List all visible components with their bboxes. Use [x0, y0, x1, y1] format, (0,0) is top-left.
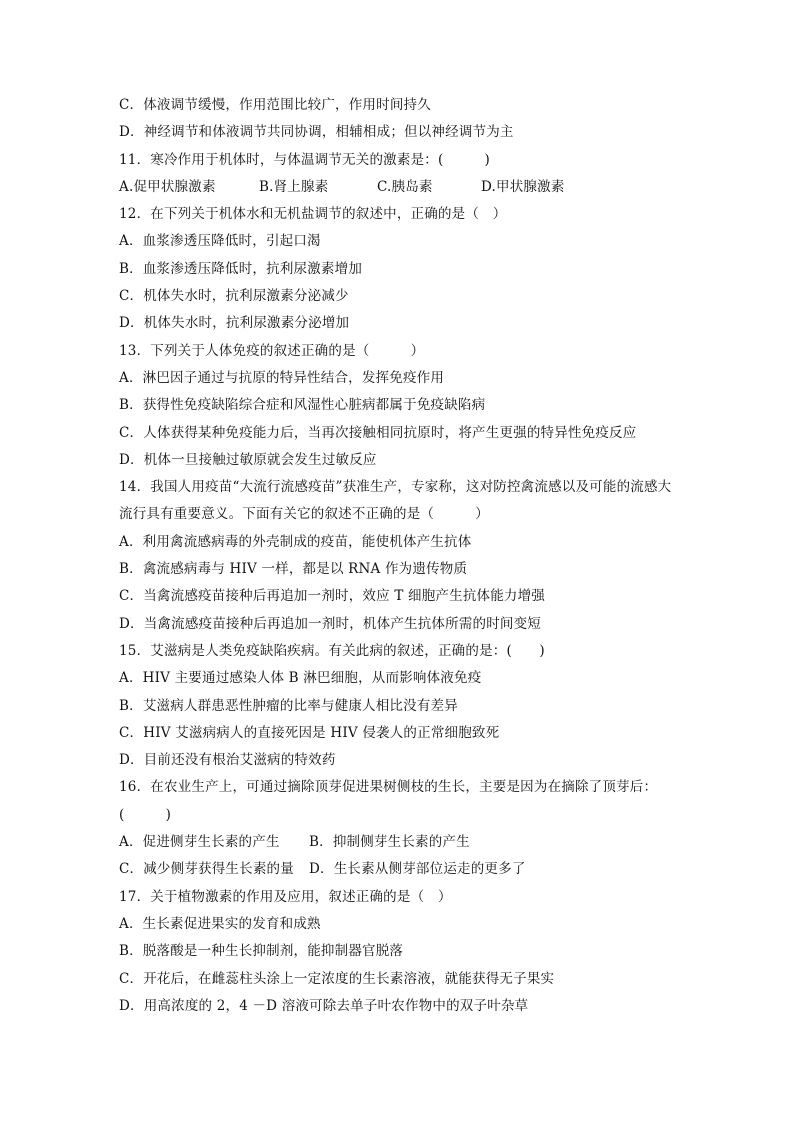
q16-option-c: C．减少侧芽获得生长素的量	[119, 861, 294, 878]
q11-stem: 11．寒冷作用于机体时，与体温调节无关的激素是：( )	[119, 151, 491, 168]
q12-option-b: B．血浆渗透压降低时，抗利尿激素增加	[119, 260, 363, 277]
q16-option-d: D．生长素从侧芽部位运走的更多了	[309, 861, 526, 878]
q15-option-c: C．HIV 艾滋病病人的直接死因是 HIV 侵袭人的正常细胞致死	[119, 724, 500, 741]
q14-stem-line1: 14．我国人用疫苗“大流行流感疫苗”获准生产，专家称，这对防控禽流感以及可能的流感大	[119, 479, 672, 496]
q16-stem-line2: ( )	[119, 806, 172, 823]
q14-option-d: D．当禽流感疫苗接种后再追加一剂时，机体产生抗体所需的时间变短	[119, 615, 542, 632]
q11-options	[119, 174, 719, 201]
q16-option-a: A．促进侧芽生长素的产生	[119, 834, 280, 851]
q15-option-d: D．目前还没有根治艾滋病的特效药	[119, 752, 336, 769]
q15-option-b: B．艾滋病人群患恶性肿瘤的比率与健康人相比没有差异	[119, 697, 458, 714]
q13-option-b: B．获得性免疫缺陷综合症和风湿性心脏病都属于免疫缺陷病	[119, 397, 486, 414]
q13-option-d: D．机体一旦接触过敏原就会发生过敏反应	[119, 451, 377, 468]
q14-option-c: C．当禽流感疫苗接种后再追加一剂时，效应 T 细胞产生抗体能力增强	[119, 588, 546, 605]
q13-stem: 13．下列关于人体免疫的叙述正确的是（ ）	[119, 342, 425, 359]
q12-option-a: A．血浆渗透压降低时，引起口渴	[119, 233, 321, 250]
q16-options-row2	[119, 856, 719, 883]
q12-option-d: D．机体失水时，抗利尿激素分泌增加	[119, 315, 350, 332]
q14-option-b: B．禽流感病毒与 HIV 一样，都是以 RNA 作为遗传物质	[119, 561, 468, 578]
q12-stem: 12．在下列关于机体水和无机盐调节的叙述中，正确的是（ ）	[119, 206, 507, 223]
q11-option-a: A.促甲状腺激素	[119, 178, 216, 195]
q11-option-d: D.甲状腺激素	[481, 178, 565, 195]
q11-option-c: C.胰岛素	[377, 178, 433, 195]
q12-option-c: C．机体失水时，抗利尿激素分泌减少	[119, 288, 349, 305]
q16-options-row1	[119, 829, 719, 856]
q15-option-a: A．HIV 主要通过感染人体 B 淋巴细胞，从而影响体液免疫	[119, 670, 482, 687]
q14-option-a: A．利用禽流感病毒的外壳制成的疫苗，能使机体产生抗体	[119, 533, 472, 550]
q17-option-c: C．开花后，在雌蕊柱头涂上一定浓度的生长素溶液，就能获得无子果实	[119, 970, 555, 987]
q17-stem: 17．关于植物激素的作用及应用，叙述正确的是（ ）	[119, 888, 452, 905]
q17-option-b: B．脱落酸是一种生长抑制剂，能抑制器官脱落	[119, 943, 404, 960]
exam-page	[119, 92, 719, 1020]
q11-option-b: B.肾上腺素	[259, 178, 329, 195]
q10-option-c: C．体液调节缓慢，作用范围比较广，作用时间持久	[119, 97, 431, 113]
q13-option-c: C．人体获得某种免疫能力后，当再次接触相同抗原时，将产生更强的特异性免疫反应	[119, 424, 637, 441]
q17-option-a: A．生长素促进果实的发育和成熟	[119, 915, 321, 932]
q10-option-d: D．神经调节和体液调节共同协调，相辅相成；但以神经调节为主	[119, 124, 514, 141]
q17-option-d: D．用高浓度的 2，4 －D 溶液可除去单子叶农作物中的双子叶杂草	[119, 997, 529, 1014]
q13-option-a: A．淋巴因子通过与抗原的特异性结合，发挥免疫作用	[119, 369, 445, 386]
q14-stem-line2: 流行具有重要意义。下面有关它的叙述不正确的是（ ）	[119, 506, 489, 523]
q16-option-b: B．抑制侧芽生长素的产生	[309, 834, 470, 851]
q15-stem: 15．艾滋病是人类免疫缺陷疾病。有关此病的叙述，正确的是：( )	[119, 642, 545, 659]
q16-stem-line1: 16．在农业生产上，可通过摘除顶芽促进果树侧枝的生长，主要是因为在摘除了顶芽后：	[119, 779, 658, 796]
